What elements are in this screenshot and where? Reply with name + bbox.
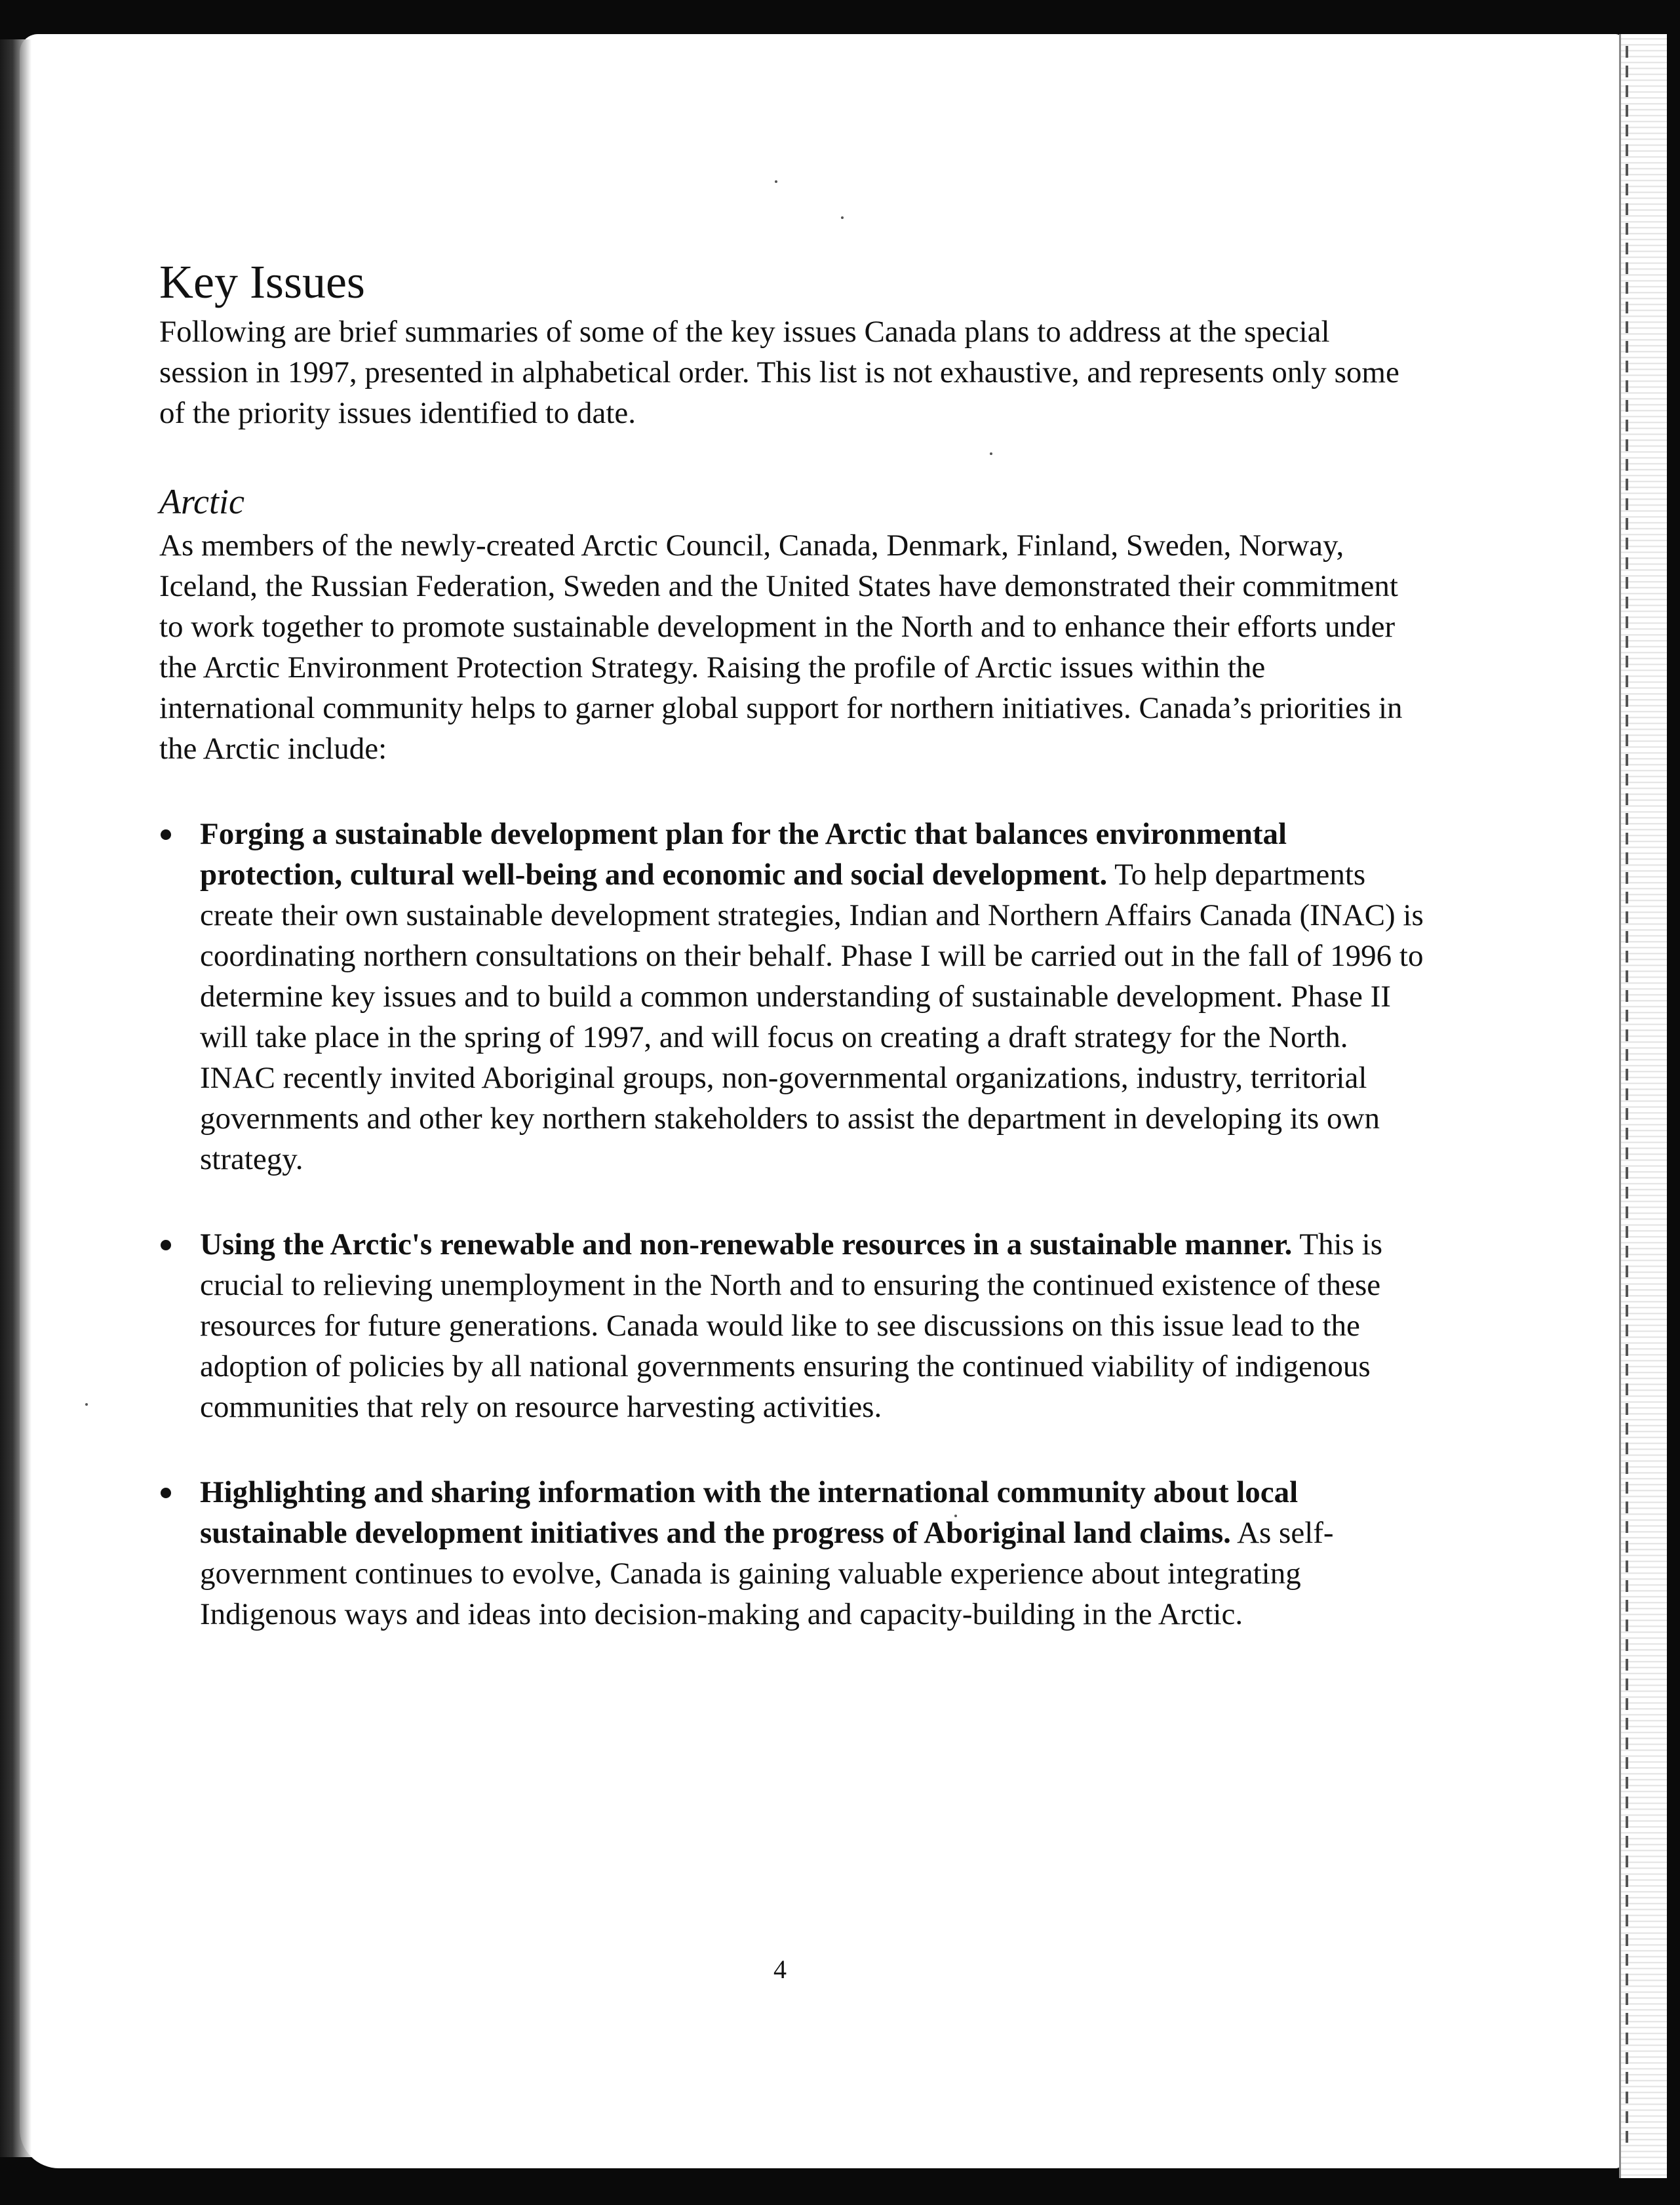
bullet-icon: [161, 1488, 171, 1498]
scan-speck: [85, 1403, 88, 1406]
page-number: 4: [773, 1955, 787, 1984]
scan-speck: [775, 180, 777, 183]
bullet-text: This is crucial to relieving unemployment in the North and to ensuring the continued existence of these resources for future generations. Canada would like to see discussions on this issue lead to the adoption of policies by all national governments ensuring the continued viability of indigenous communities that rely on resource harvesting activities.: [200, 1227, 1382, 1424]
list-item: [159, 1472, 1424, 1635]
page-title: Key Issues: [159, 256, 365, 308]
section-heading: Arctic: [159, 482, 244, 521]
binding-edge: [0, 39, 31, 2157]
list-item: [159, 814, 1424, 1180]
bullet-icon: [161, 829, 171, 840]
intro-paragraph: Following are brief summaries of some of the key issues Canada plans to address at the special session in 1997, presented in alphabetical order. This list is not exhaustive, and represents only some of the priority issues identified to date.: [159, 315, 1399, 430]
bullet-lead: Using the Arctic's renewable and non-renewable resources in a sustainable manner.: [200, 1227, 1293, 1261]
scan-speck: [841, 216, 844, 219]
bullet-lead: Forging a sustainable development plan for the Arctic that balances environmental protection, cultural well-being and economic and social development.: [200, 817, 1287, 892]
bullet-text: To help departments create their own sustainable development strategies, Indian and Northern Affairs Canada (INAC) is coordinating northern consultations on their behalf. Phase I will be carried out in the fall of 1996 to determine key issues and to build a common understanding of sustainable development. Phase II will take place in the spring of 1997, and will focus on creating a draft strategy for the North. INAC recently invited Aboriginal groups, non-governmental organizations, industry, territorial governments and other key northern stakeholders to assist the department in developing its own strategy.: [200, 858, 1424, 1176]
bullet-icon: [161, 1240, 171, 1250]
bullet-text: As self-government continues to evolve, Canada is gaining valuable experience about integrating Indigenous ways and ideas into decision-making and capacity-building in the Arctic.: [200, 1516, 1334, 1631]
bullet-lead: Highlighting and sharing information with the international community about local sustainable development initiatives and the progress of Aboriginal land claims.: [200, 1475, 1299, 1550]
document-body: [159, 252, 1424, 1679]
priority-list: [159, 814, 1424, 1635]
list-item: [159, 1224, 1424, 1427]
page-stack-line: [1626, 46, 1628, 2144]
section-paragraph: As members of the newly-created Arctic Council, Canada, Denmark, Finland, Sweden, Norway, Iceland, the Russian Federation, Sweden and the United States have demonstrated their commitment to work together to promote sustainable development in the North and to enhance their efforts under the Arctic Environment Protection Strategy. Raising the profile of Arctic issues within the international community helps to garner global support for northern initiatives. Canada’s priorities in the Arctic include:: [159, 528, 1403, 766]
